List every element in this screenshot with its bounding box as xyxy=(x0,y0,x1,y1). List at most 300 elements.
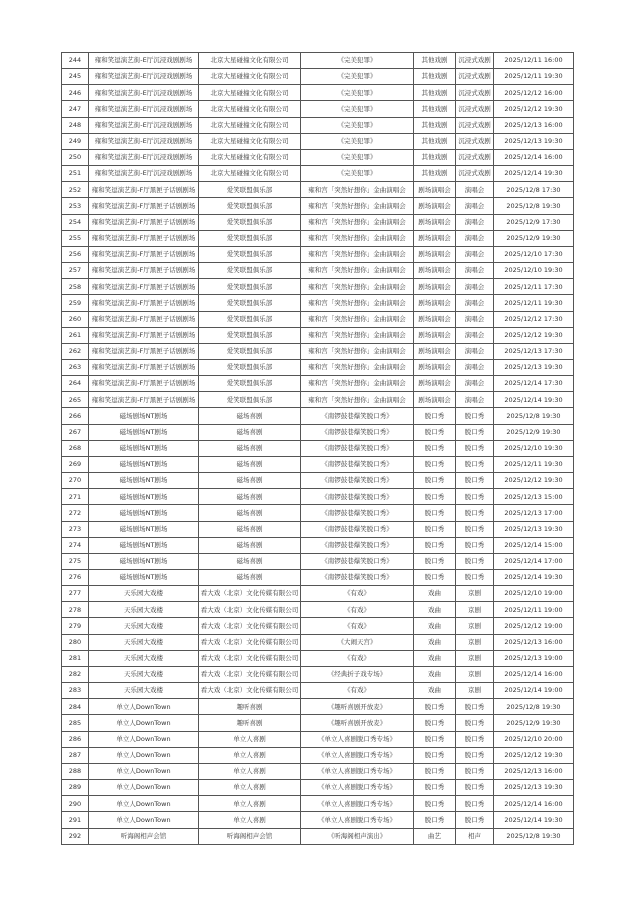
cell-row-number: 256 xyxy=(62,246,89,262)
cell-company: 爱笑联盟俱乐部 xyxy=(199,198,301,214)
cell-row-number: 257 xyxy=(62,263,89,279)
cell-row-number: 250 xyxy=(62,149,89,165)
table-row xyxy=(62,53,574,69)
cell-row-number: 245 xyxy=(62,69,89,85)
table-row xyxy=(62,182,574,198)
cell-show-title: 《单立人喜剧脱口秀专场》 xyxy=(301,731,414,747)
performance-schedule-table xyxy=(61,52,574,845)
cell-category: 剧场演唱会 xyxy=(414,359,456,375)
cell-company: 单立人喜剧 xyxy=(199,731,301,747)
cell-company: 磁场喜剧 xyxy=(199,440,301,456)
table-row xyxy=(62,731,574,747)
cell-show-title: 《有戏》 xyxy=(301,650,414,666)
cell-datetime: 2025/12/12 19:30 xyxy=(494,473,574,489)
cell-venue: 磁场剧场NT剧场 xyxy=(89,408,199,424)
cell-company: 北京大星碰撞文化有限公司 xyxy=(199,101,301,117)
cell-datetime: 2025/12/10 19:00 xyxy=(494,586,574,602)
cell-row-number: 283 xyxy=(62,683,89,699)
cell-venue: 单立人DownTown xyxy=(89,731,199,747)
cell-company: 看大戏（北京）文化传媒有限公司 xyxy=(199,683,301,699)
cell-show-title: 《完美犯罪》 xyxy=(301,101,414,117)
cell-venue: 磁场剧场NT剧场 xyxy=(89,553,199,569)
cell-category: 戏曲 xyxy=(414,634,456,650)
cell-company: 爱笑联盟俱乐部 xyxy=(199,359,301,375)
cell-company: 北京大星碰撞文化有限公司 xyxy=(199,117,301,133)
cell-datetime: 2025/12/11 17:30 xyxy=(494,279,574,295)
cell-category: 其他戏剧 xyxy=(414,53,456,69)
cell-datetime: 2025/12/10 20:00 xyxy=(494,731,574,747)
cell-subcategory: 京剧 xyxy=(456,618,494,634)
cell-company: 看大戏（北京）文化传媒有限公司 xyxy=(199,618,301,634)
cell-show-title: 雍和宫「突然好想你」金曲演唱会 xyxy=(301,392,414,408)
cell-company: 单立人喜剧 xyxy=(199,763,301,779)
cell-venue: 单立人DownTown xyxy=(89,780,199,796)
cell-subcategory: 脱口秀 xyxy=(456,731,494,747)
cell-category: 其他戏剧 xyxy=(414,101,456,117)
cell-category: 脱口秀 xyxy=(414,747,456,763)
cell-subcategory: 演唱会 xyxy=(456,263,494,279)
cell-category: 剧场演唱会 xyxy=(414,230,456,246)
cell-venue: 磁场剧场NT剧场 xyxy=(89,521,199,537)
cell-datetime: 2025/12/14 16:00 xyxy=(494,796,574,812)
cell-subcategory: 脱口秀 xyxy=(456,456,494,472)
cell-company: 爱笑联盟俱乐部 xyxy=(199,392,301,408)
cell-row-number: 280 xyxy=(62,634,89,650)
cell-company: 磁场喜剧 xyxy=(199,489,301,505)
cell-row-number: 268 xyxy=(62,440,89,456)
cell-subcategory: 演唱会 xyxy=(456,230,494,246)
cell-venue: 雍和笑逗演艺街-F厅黑匣子话剧剧场 xyxy=(89,263,199,279)
cell-venue: 磁场剧场NT剧场 xyxy=(89,456,199,472)
table-row xyxy=(62,166,574,182)
cell-subcategory: 沉浸式戏剧 xyxy=(456,53,494,69)
table-row xyxy=(62,392,574,408)
cell-row-number: 251 xyxy=(62,166,89,182)
cell-category: 剧场演唱会 xyxy=(414,182,456,198)
cell-subcategory: 京剧 xyxy=(456,650,494,666)
cell-category: 其他戏剧 xyxy=(414,166,456,182)
cell-category: 戏曲 xyxy=(414,602,456,618)
cell-datetime: 2025/12/12 19:30 xyxy=(494,101,574,117)
cell-show-title: 《南锣鼓巷爆笑脱口秀》 xyxy=(301,440,414,456)
cell-show-title: 《完美犯罪》 xyxy=(301,69,414,85)
table-row xyxy=(62,812,574,828)
cell-row-number: 263 xyxy=(62,359,89,375)
cell-category: 脱口秀 xyxy=(414,812,456,828)
cell-subcategory: 演唱会 xyxy=(456,343,494,359)
cell-show-title: 《有戏》 xyxy=(301,618,414,634)
cell-datetime: 2025/12/13 17:30 xyxy=(494,343,574,359)
cell-company: 单立人喜剧 xyxy=(199,796,301,812)
table-row xyxy=(62,198,574,214)
cell-datetime: 2025/12/13 19:30 xyxy=(494,780,574,796)
table-row xyxy=(62,666,574,682)
cell-category: 剧场演唱会 xyxy=(414,343,456,359)
cell-category: 戏曲 xyxy=(414,683,456,699)
cell-venue: 雍和笑逗演艺街-F厅黑匣子话剧剧场 xyxy=(89,295,199,311)
cell-show-title: 雍和宫「突然好想你」金曲演唱会 xyxy=(301,198,414,214)
cell-datetime: 2025/12/12 19:30 xyxy=(494,747,574,763)
cell-subcategory: 演唱会 xyxy=(456,198,494,214)
cell-company: 爱笑联盟俱乐部 xyxy=(199,246,301,262)
table-row xyxy=(62,440,574,456)
cell-company: 单立人喜剧 xyxy=(199,780,301,796)
cell-venue: 雍和笑逗演艺街-F厅黑匣子话剧剧场 xyxy=(89,246,199,262)
cell-datetime: 2025/12/8 19:30 xyxy=(494,828,574,844)
cell-venue: 雍和笑逗演艺街-F厅黑匣子话剧剧场 xyxy=(89,230,199,246)
table-row xyxy=(62,650,574,666)
cell-row-number: 269 xyxy=(62,456,89,472)
cell-row-number: 279 xyxy=(62,618,89,634)
cell-subcategory: 脱口秀 xyxy=(456,763,494,779)
cell-venue: 天乐园大戏楼 xyxy=(89,683,199,699)
table-row xyxy=(62,327,574,343)
cell-company: 看大戏（北京）文化传媒有限公司 xyxy=(199,602,301,618)
cell-show-title: 《完美犯罪》 xyxy=(301,166,414,182)
cell-show-title: 《趣听喜剧开放麦》 xyxy=(301,699,414,715)
cell-datetime: 2025/12/14 17:00 xyxy=(494,553,574,569)
cell-company: 爱笑联盟俱乐部 xyxy=(199,182,301,198)
table-row xyxy=(62,408,574,424)
cell-venue: 天乐园大戏楼 xyxy=(89,618,199,634)
cell-category: 脱口秀 xyxy=(414,440,456,456)
cell-category: 脱口秀 xyxy=(414,570,456,586)
cell-datetime: 2025/12/11 19:30 xyxy=(494,295,574,311)
cell-category: 戏曲 xyxy=(414,586,456,602)
cell-category: 脱口秀 xyxy=(414,424,456,440)
cell-datetime: 2025/12/8 19:30 xyxy=(494,699,574,715)
cell-company: 磁场喜剧 xyxy=(199,553,301,569)
cell-row-number: 290 xyxy=(62,796,89,812)
cell-category: 脱口秀 xyxy=(414,731,456,747)
cell-row-number: 289 xyxy=(62,780,89,796)
table-row xyxy=(62,699,574,715)
cell-show-title: 雍和宫「突然好想你」金曲演唱会 xyxy=(301,214,414,230)
cell-row-number: 253 xyxy=(62,198,89,214)
cell-datetime: 2025/12/8 19:30 xyxy=(494,408,574,424)
cell-show-title: 《南锣鼓巷爆笑脱口秀》 xyxy=(301,553,414,569)
cell-show-title: 雍和宫「突然好想你」金曲演唱会 xyxy=(301,182,414,198)
cell-subcategory: 京剧 xyxy=(456,666,494,682)
cell-row-number: 244 xyxy=(62,53,89,69)
cell-subcategory: 演唱会 xyxy=(456,214,494,230)
cell-venue: 磁场剧场NT剧场 xyxy=(89,570,199,586)
cell-show-title: 《单立人喜剧脱口秀专场》 xyxy=(301,747,414,763)
cell-venue: 磁场剧场NT剧场 xyxy=(89,505,199,521)
cell-category: 剧场演唱会 xyxy=(414,311,456,327)
cell-company: 磁场喜剧 xyxy=(199,537,301,553)
cell-show-title: 《完美犯罪》 xyxy=(301,133,414,149)
table-row xyxy=(62,780,574,796)
cell-show-title: 《单立人喜剧脱口秀专场》 xyxy=(301,763,414,779)
cell-company: 爱笑联盟俱乐部 xyxy=(199,214,301,230)
cell-datetime: 2025/12/14 19:30 xyxy=(494,570,574,586)
cell-company: 爱笑联盟俱乐部 xyxy=(199,279,301,295)
cell-datetime: 2025/12/13 15:00 xyxy=(494,489,574,505)
cell-category: 脱口秀 xyxy=(414,489,456,505)
cell-row-number: 284 xyxy=(62,699,89,715)
cell-show-title: 雍和宫「突然好想你」金曲演唱会 xyxy=(301,230,414,246)
cell-subcategory: 脱口秀 xyxy=(456,424,494,440)
cell-datetime: 2025/12/10 17:30 xyxy=(494,246,574,262)
cell-subcategory: 脱口秀 xyxy=(456,521,494,537)
cell-show-title: 《南锣鼓巷爆笑脱口秀》 xyxy=(301,473,414,489)
cell-company: 磁场喜剧 xyxy=(199,473,301,489)
cell-subcategory: 京剧 xyxy=(456,634,494,650)
cell-show-title: 雍和宫「突然好想你」金曲演唱会 xyxy=(301,263,414,279)
cell-company: 北京大星碰撞文化有限公司 xyxy=(199,85,301,101)
cell-subcategory: 沉浸式戏剧 xyxy=(456,69,494,85)
cell-category: 剧场演唱会 xyxy=(414,198,456,214)
cell-subcategory: 脱口秀 xyxy=(456,489,494,505)
cell-row-number: 278 xyxy=(62,602,89,618)
table-row xyxy=(62,683,574,699)
table-row xyxy=(62,537,574,553)
cell-subcategory: 演唱会 xyxy=(456,311,494,327)
cell-row-number: 281 xyxy=(62,650,89,666)
cell-company: 北京大星碰撞文化有限公司 xyxy=(199,166,301,182)
cell-category: 脱口秀 xyxy=(414,505,456,521)
table-row xyxy=(62,505,574,521)
cell-subcategory: 演唱会 xyxy=(456,279,494,295)
table-row xyxy=(62,715,574,731)
cell-company: 趣听喜剧 xyxy=(199,699,301,715)
cell-datetime: 2025/12/13 16:00 xyxy=(494,763,574,779)
cell-show-title: 《有戏》 xyxy=(301,683,414,699)
cell-company: 单立人喜剧 xyxy=(199,747,301,763)
cell-show-title: 《完美犯罪》 xyxy=(301,117,414,133)
cell-company: 北京大星碰撞文化有限公司 xyxy=(199,149,301,165)
cell-category: 脱口秀 xyxy=(414,699,456,715)
cell-subcategory: 脱口秀 xyxy=(456,473,494,489)
cell-venue: 单立人DownTown xyxy=(89,699,199,715)
cell-datetime: 2025/12/8 19:30 xyxy=(494,198,574,214)
cell-datetime: 2025/12/13 19:30 xyxy=(494,133,574,149)
cell-subcategory: 脱口秀 xyxy=(456,505,494,521)
cell-row-number: 274 xyxy=(62,537,89,553)
cell-show-title: 《听海阁相声演出》 xyxy=(301,828,414,844)
cell-show-title: 《有戏》 xyxy=(301,586,414,602)
cell-subcategory: 脱口秀 xyxy=(456,537,494,553)
cell-category: 脱口秀 xyxy=(414,553,456,569)
cell-subcategory: 演唱会 xyxy=(456,359,494,375)
cell-datetime: 2025/12/10 19:30 xyxy=(494,263,574,279)
cell-row-number: 248 xyxy=(62,117,89,133)
cell-company: 爱笑联盟俱乐部 xyxy=(199,327,301,343)
table-row xyxy=(62,101,574,117)
table-row xyxy=(62,796,574,812)
cell-company: 看大戏（北京）文化传媒有限公司 xyxy=(199,586,301,602)
table-row xyxy=(62,230,574,246)
cell-category: 剧场演唱会 xyxy=(414,392,456,408)
cell-show-title: 《有戏》 xyxy=(301,602,414,618)
cell-subcategory: 演唱会 xyxy=(456,392,494,408)
cell-row-number: 267 xyxy=(62,424,89,440)
cell-row-number: 291 xyxy=(62,812,89,828)
cell-show-title: 《南锣鼓巷爆笑脱口秀》 xyxy=(301,424,414,440)
cell-datetime: 2025/12/9 19:30 xyxy=(494,230,574,246)
table-row xyxy=(62,828,574,844)
cell-show-title: 《单立人喜剧脱口秀专场》 xyxy=(301,812,414,828)
cell-show-title: 《单立人喜剧脱口秀专场》 xyxy=(301,780,414,796)
cell-row-number: 264 xyxy=(62,376,89,392)
cell-subcategory: 沉浸式戏剧 xyxy=(456,149,494,165)
cell-category: 剧场演唱会 xyxy=(414,295,456,311)
cell-row-number: 285 xyxy=(62,715,89,731)
cell-show-title: 《南锣鼓巷爆笑脱口秀》 xyxy=(301,505,414,521)
cell-row-number: 254 xyxy=(62,214,89,230)
table-row xyxy=(62,117,574,133)
cell-company: 单立人喜剧 xyxy=(199,812,301,828)
table-row xyxy=(62,214,574,230)
cell-show-title: 《南锣鼓巷爆笑脱口秀》 xyxy=(301,456,414,472)
cell-company: 爱笑联盟俱乐部 xyxy=(199,263,301,279)
cell-venue: 磁场剧场NT剧场 xyxy=(89,537,199,553)
cell-venue: 雍和笑逗演艺街-E厅沉浸戏剧剧场 xyxy=(89,101,199,117)
cell-category: 脱口秀 xyxy=(414,715,456,731)
cell-company: 看大戏（北京）文化传媒有限公司 xyxy=(199,634,301,650)
cell-show-title: 《南锣鼓巷爆笑脱口秀》 xyxy=(301,489,414,505)
cell-subcategory: 京剧 xyxy=(456,683,494,699)
cell-subcategory: 相声 xyxy=(456,828,494,844)
cell-subcategory: 京剧 xyxy=(456,602,494,618)
table-row xyxy=(62,618,574,634)
cell-subcategory: 脱口秀 xyxy=(456,715,494,731)
cell-datetime: 2025/12/12 19:00 xyxy=(494,618,574,634)
table-row xyxy=(62,747,574,763)
cell-category: 剧场演唱会 xyxy=(414,327,456,343)
cell-company: 爱笑联盟俱乐部 xyxy=(199,295,301,311)
cell-venue: 雍和笑逗演艺街-F厅黑匣子话剧剧场 xyxy=(89,327,199,343)
cell-venue: 雍和笑逗演艺街-E厅沉浸戏剧剧场 xyxy=(89,85,199,101)
cell-subcategory: 脱口秀 xyxy=(456,570,494,586)
cell-subcategory: 沉浸式戏剧 xyxy=(456,101,494,117)
cell-category: 戏曲 xyxy=(414,650,456,666)
cell-company: 看大戏（北京）文化传媒有限公司 xyxy=(199,666,301,682)
cell-venue: 天乐园大戏楼 xyxy=(89,602,199,618)
cell-row-number: 288 xyxy=(62,763,89,779)
cell-show-title: 雍和宫「突然好想你」金曲演唱会 xyxy=(301,279,414,295)
cell-row-number: 270 xyxy=(62,473,89,489)
cell-row-number: 255 xyxy=(62,230,89,246)
cell-datetime: 2025/12/11 19:30 xyxy=(494,456,574,472)
table-row xyxy=(62,295,574,311)
cell-category: 脱口秀 xyxy=(414,537,456,553)
cell-row-number: 272 xyxy=(62,505,89,521)
cell-datetime: 2025/12/12 19:30 xyxy=(494,327,574,343)
table-row xyxy=(62,69,574,85)
cell-category: 脱口秀 xyxy=(414,796,456,812)
cell-datetime: 2025/12/13 19:30 xyxy=(494,521,574,537)
cell-show-title: 雍和宫「突然好想你」金曲演唱会 xyxy=(301,311,414,327)
cell-datetime: 2025/12/11 19:30 xyxy=(494,69,574,85)
cell-subcategory: 沉浸式戏剧 xyxy=(456,166,494,182)
cell-subcategory: 脱口秀 xyxy=(456,812,494,828)
table-row xyxy=(62,376,574,392)
cell-row-number: 276 xyxy=(62,570,89,586)
cell-category: 脱口秀 xyxy=(414,473,456,489)
table-row xyxy=(62,263,574,279)
cell-subcategory: 演唱会 xyxy=(456,295,494,311)
cell-category: 脱口秀 xyxy=(414,763,456,779)
cell-venue: 雍和笑逗演艺街-E厅沉浸戏剧剧场 xyxy=(89,133,199,149)
cell-company: 磁场喜剧 xyxy=(199,456,301,472)
cell-show-title: 雍和宫「突然好想你」金曲演唱会 xyxy=(301,376,414,392)
cell-venue: 磁场剧场NT剧场 xyxy=(89,440,199,456)
cell-datetime: 2025/12/9 19:30 xyxy=(494,424,574,440)
cell-venue: 磁场剧场NT剧场 xyxy=(89,424,199,440)
cell-category: 其他戏剧 xyxy=(414,69,456,85)
cell-subcategory: 演唱会 xyxy=(456,376,494,392)
cell-show-title: 《趣听喜剧开放麦》 xyxy=(301,715,414,731)
cell-subcategory: 演唱会 xyxy=(456,182,494,198)
cell-category: 戏曲 xyxy=(414,666,456,682)
cell-row-number: 252 xyxy=(62,182,89,198)
cell-venue: 雍和笑逗演艺街-F厅黑匣子话剧剧场 xyxy=(89,279,199,295)
table-row xyxy=(62,424,574,440)
cell-venue: 雍和笑逗演艺街-F厅黑匣子话剧剧场 xyxy=(89,214,199,230)
cell-row-number: 273 xyxy=(62,521,89,537)
cell-venue: 单立人DownTown xyxy=(89,747,199,763)
cell-datetime: 2025/12/10 19:30 xyxy=(494,440,574,456)
cell-datetime: 2025/12/14 15:00 xyxy=(494,537,574,553)
cell-company: 爱笑联盟俱乐部 xyxy=(199,311,301,327)
cell-row-number: 259 xyxy=(62,295,89,311)
cell-show-title: 《大闹天宫》 xyxy=(301,634,414,650)
cell-subcategory: 脱口秀 xyxy=(456,408,494,424)
cell-company: 趣听喜剧 xyxy=(199,715,301,731)
cell-company: 爱笑联盟俱乐部 xyxy=(199,343,301,359)
cell-show-title: 雍和宫「突然好想你」金曲演唱会 xyxy=(301,246,414,262)
cell-row-number: 282 xyxy=(62,666,89,682)
cell-datetime: 2025/12/8 17:30 xyxy=(494,182,574,198)
cell-datetime: 2025/12/13 16:00 xyxy=(494,634,574,650)
cell-show-title: 雍和宫「突然好想你」金曲演唱会 xyxy=(301,295,414,311)
cell-subcategory: 脱口秀 xyxy=(456,780,494,796)
cell-venue: 天乐园大戏楼 xyxy=(89,666,199,682)
cell-subcategory: 脱口秀 xyxy=(456,796,494,812)
cell-row-number: 260 xyxy=(62,311,89,327)
table-row xyxy=(62,133,574,149)
table-row xyxy=(62,489,574,505)
cell-show-title: 《完美犯罪》 xyxy=(301,53,414,69)
table-row xyxy=(62,279,574,295)
cell-show-title: 《南锣鼓巷爆笑脱口秀》 xyxy=(301,570,414,586)
cell-show-title: 《南锣鼓巷爆笑脱口秀》 xyxy=(301,521,414,537)
table-row xyxy=(62,521,574,537)
cell-company: 看大戏（北京）文化传媒有限公司 xyxy=(199,650,301,666)
cell-venue: 天乐园大戏楼 xyxy=(89,586,199,602)
cell-datetime: 2025/12/14 19:30 xyxy=(494,392,574,408)
cell-venue: 听海阁相声会馆 xyxy=(89,828,199,844)
cell-datetime: 2025/12/9 19:30 xyxy=(494,715,574,731)
cell-company: 北京大星碰撞文化有限公司 xyxy=(199,69,301,85)
cell-category: 脱口秀 xyxy=(414,521,456,537)
table-row xyxy=(62,149,574,165)
cell-datetime: 2025/12/11 19:00 xyxy=(494,602,574,618)
table-row xyxy=(62,85,574,101)
cell-row-number: 262 xyxy=(62,343,89,359)
cell-datetime: 2025/12/14 19:30 xyxy=(494,166,574,182)
cell-venue: 单立人DownTown xyxy=(89,715,199,731)
cell-category: 脱口秀 xyxy=(414,408,456,424)
cell-row-number: 261 xyxy=(62,327,89,343)
cell-company: 北京大星碰撞文化有限公司 xyxy=(199,133,301,149)
cell-venue: 雍和笑逗演艺街-F厅黑匣子话剧剧场 xyxy=(89,198,199,214)
cell-company: 磁场喜剧 xyxy=(199,424,301,440)
cell-show-title: 《单立人喜剧脱口秀专场》 xyxy=(301,796,414,812)
cell-category: 脱口秀 xyxy=(414,456,456,472)
